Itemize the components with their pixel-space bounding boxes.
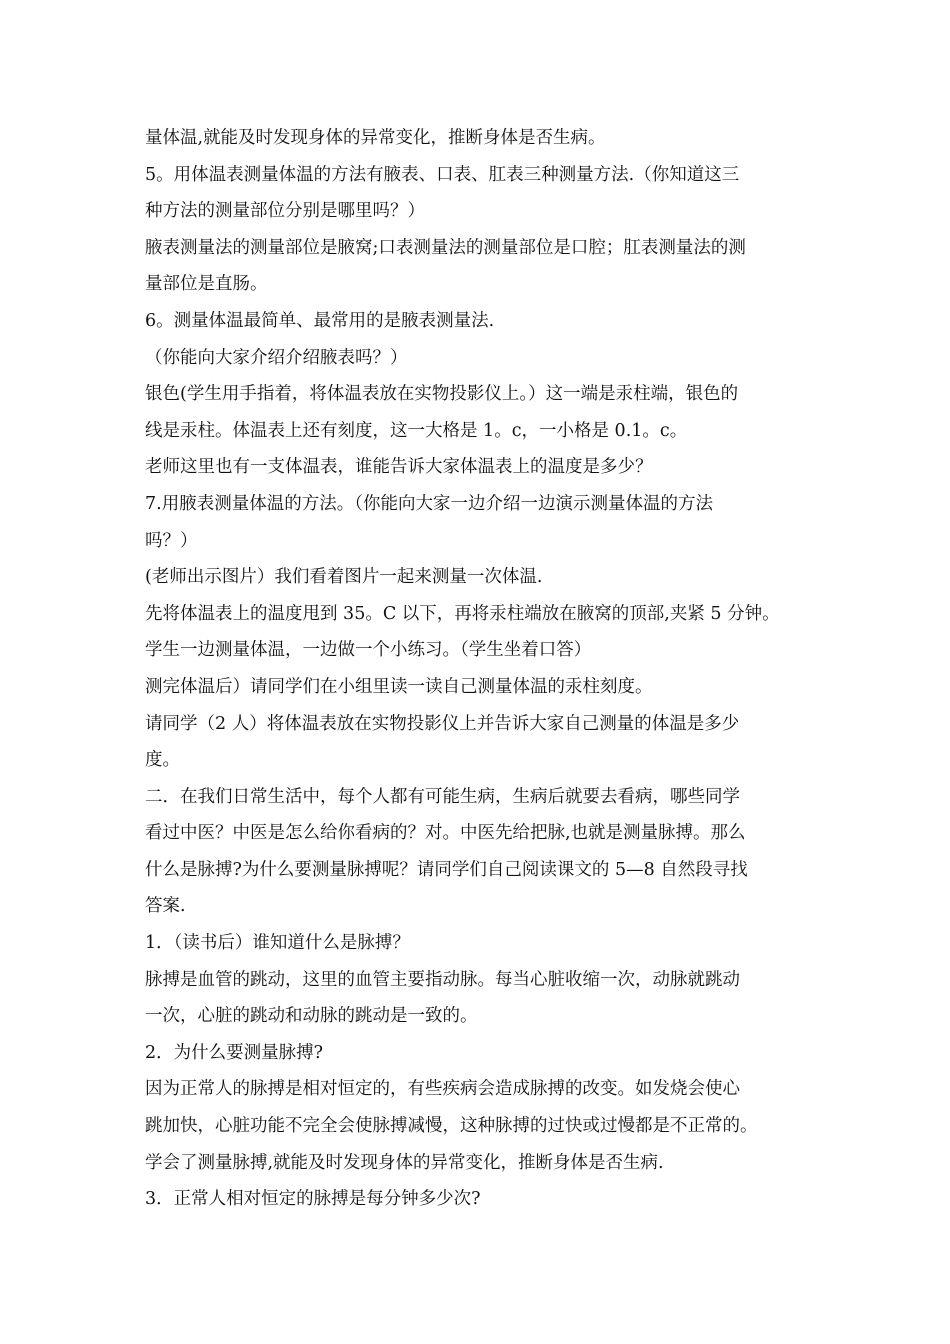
text-line: 学会了测量脉搏,就能及时发现身体的异常变化，推断身体是否生病. <box>145 1152 664 1173</box>
text-line: 什么是脉搏?为什么要测量脉搏呢？请同学们自己阅读课文的 5—8 自然段寻找 <box>145 859 748 880</box>
text-line: 答案. <box>145 896 186 917</box>
text-line: 因为正常人的脉搏是相对恒定的，有些疾病会造成脉搏的改变。如发烧会使心 <box>145 1079 740 1100</box>
text-line: 请同学（2 人）将体温表放在实物投影仪上并告诉大家自己测量的体温是多少 <box>145 713 740 734</box>
text-line: 看过中医？中医是怎么给你看病的？对。中医先给把脉,也就是测量脉搏。那么 <box>145 823 746 844</box>
text-line: 7.用腋表测量体温的方法。（你能向大家一边介绍一边演示测量体温的方法 <box>145 493 713 514</box>
text-line: 先将体温表上的温度甩到 35。C 以下，再将汞柱端放在腋窝的顶部,夹紧 5 分钟。 <box>145 603 780 624</box>
text-line: 5。用体温表测量体温的方法有腋表、口表、肛表三种测量方法.（你知道这三 <box>145 164 740 185</box>
text-line: 测完体温后）请同学们在小组里读一读自己测量体温的汞柱刻度。 <box>145 676 653 697</box>
text-line: 二．在我们日常生活中，每个人都有可能生病，生病后就要去看病，哪些同学 <box>145 786 740 807</box>
text-line: 一次，心脏的跳动和动脉的跳动是一致的。 <box>145 1006 478 1027</box>
text-line: 1．（读书后）谁知道什么是脉搏？ <box>145 933 410 954</box>
text-line: 学生一边测量体温，一边做一个小练习。（学生坐着口答） <box>145 640 592 661</box>
text-line: 吗？） <box>145 530 198 551</box>
text-line: 腋表测量法的测量部位是腋窝;口表测量法的测量部位是口腔；肛表测量法的测 <box>145 237 746 258</box>
text-line: 老师这里也有一支体温表，谁能告诉大家体温表上的温度是多少？ <box>145 457 653 478</box>
text-line: 2．为什么要测量脉搏? <box>145 1042 324 1063</box>
text-line: 度。 <box>145 750 180 771</box>
text-line: 跳加快，心脏功能不完全会使脉搏减慢，这种脉搏的过快或过慢都是不正常的。 <box>145 1116 758 1137</box>
text-line: 线是汞柱。体温表上还有刻度，这一大格是 1。c，一小格是 0.1。c。 <box>145 420 688 441</box>
text-line: 种方法的测量部位分别是哪里吗？） <box>145 201 425 222</box>
text-line: 银色(学生用手指着，将体温表放在实物投影仪上。）这一端是汞柱端，银色的 <box>145 384 739 405</box>
text-line: 6。测量体温最简单、最常用的是腋表测量法. <box>145 310 495 331</box>
text-line: 量部位是直肠。 <box>145 274 268 295</box>
document-body <box>145 120 815 1218</box>
text-line: （你能向大家介绍介绍腋表吗？） <box>145 347 408 368</box>
text-line: 量体温,就能及时发现身体的异常变化，推断身体是否生病。 <box>145 128 606 148</box>
text-line: 3．正常人相对恒定的脉搏是每分钟多少次? <box>145 1189 481 1210</box>
text-line: (老师出示图片）我们看着图片一起来测量一次体温. <box>145 567 543 588</box>
text-line: 脉搏是血管的跳动，这里的血管主要指动脉。每当心脏收缩一次，动脉就跳动 <box>145 969 740 990</box>
